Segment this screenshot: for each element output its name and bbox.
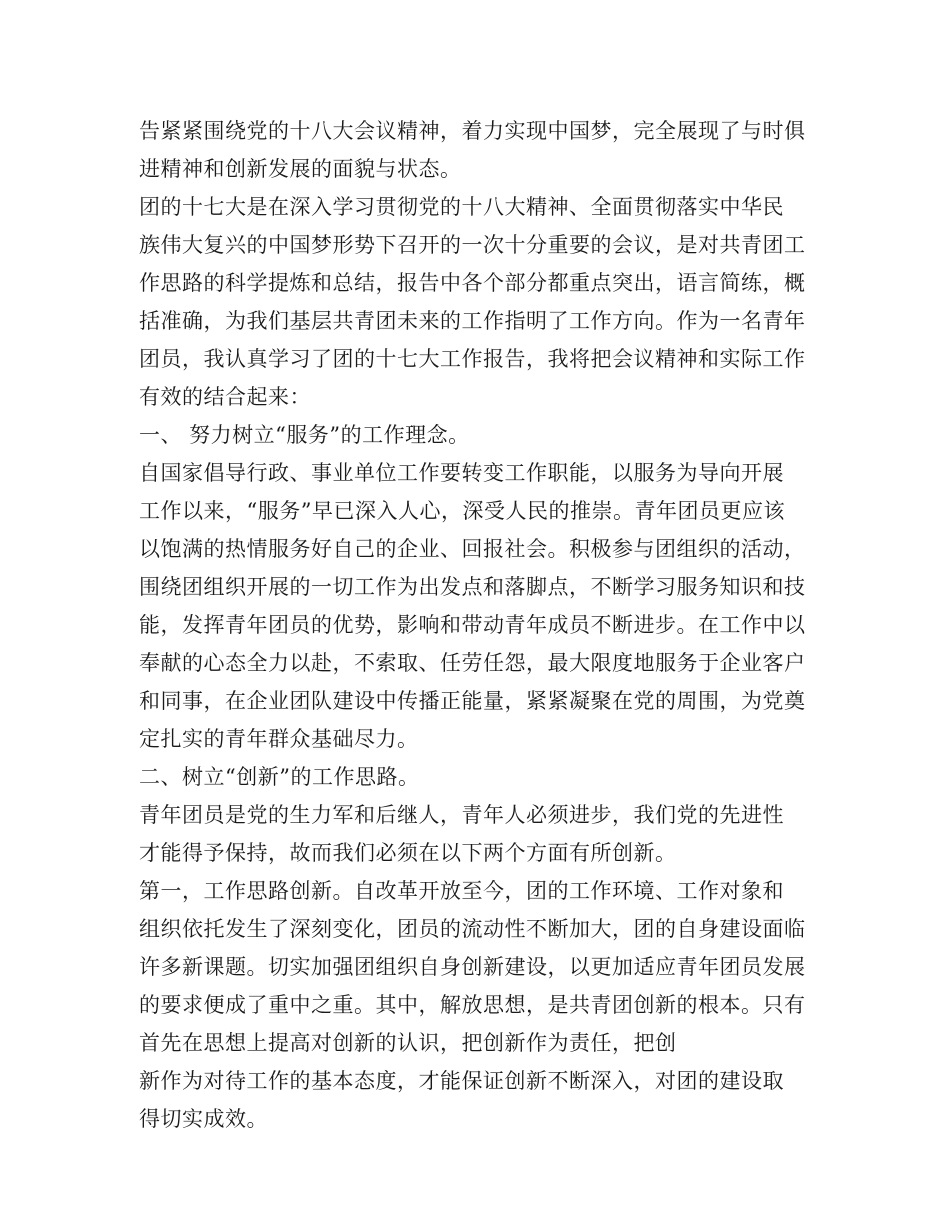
text-line: 围绕团组织开展的一切工作为出发点和落脚点，不断学习服务知识和技: [139, 575, 806, 599]
text-line: 奉献的心态全力以赴，不索取、任劳任怨，最大限度地服务于企业客户: [139, 651, 806, 675]
text-line: 进精神和创新发展的面貌与状态。: [139, 157, 462, 181]
document-body: [139, 112, 819, 1138]
text-line: 作思路的科学提炼和总结，报告中各个部分都重点突出，语言简练，概: [139, 271, 806, 295]
text-line: 的要求便成了重中之重。其中，解放思想，是共青团创新的根本。只有: [139, 993, 806, 1017]
text-line: 工作以来，“服务”早已深入人心，深受人民的推崇。青年团员更应该: [139, 499, 785, 523]
text-line: 告紧紧围绕党的十八大会议精神，着力实现中国梦，完全展现了与时俱: [139, 119, 806, 143]
text-line: 能，发挥青年团员的优势，影响和带动青年成员不断进步。在工作中以: [139, 613, 806, 637]
text-line: 第一，工作思路创新。自改革开放至今，团的工作环境、工作对象和: [139, 879, 784, 903]
text-line: 定扎实的青年群众基础尽力。: [139, 727, 419, 751]
text-line: 括准确，为我们基层共青团未来的工作指明了工作方向。作为一名青年: [139, 309, 806, 333]
text-line: 团员，我认真学习了团的十七大工作报告，我将把会议精神和实际工作: [139, 347, 806, 371]
text-line: 新作为对待工作的基本态度，才能保证创新不断深入，对团的建设取: [139, 1069, 784, 1093]
section-heading: 二、树立“创新”的工作思路。: [139, 765, 420, 789]
text-line: 族伟大复兴的中国梦形势下召开的一次十分重要的会议，是对共青团工: [139, 233, 806, 257]
text-line: 得切实成效。: [139, 1107, 268, 1131]
text-line: 自国家倡导行政、事业单位工作要转变工作职能，以服务为导向开展: [139, 461, 784, 485]
text-line: 许多新课题。切实加强团组织自身创新建设，以更加适应青年团员发展: [139, 955, 806, 979]
text-line: 青年团员是党的生力军和后继人，青年人必须进步，我们党的先进性: [139, 803, 784, 827]
text-line: 以饱满的热情服务好自己的企业、回报社会。积极参与团组织的活动，: [139, 537, 806, 561]
text-line: 组织依托发生了深刻变化，团员的流动性不断加大，团的自身建设面临: [139, 917, 806, 941]
text-line: 有效的结合起来：: [139, 385, 311, 409]
text-line: 团的十七大是在深入学习贯彻党的十八大精神、全面贯彻落实中华民: [139, 195, 784, 219]
section-heading: 一、 努力树立“服务”的工作理念。: [139, 423, 470, 447]
text-line: 才能得予保持，故而我们必须在以下两个方面有所创新。: [139, 841, 677, 865]
text-line: 首先在思想上提高对创新的认识，把创新作为责任，把创: [139, 1031, 677, 1055]
text-line: 和同事，在企业团队建设中传播正能量，紧紧凝聚在党的周围，为党奠: [139, 689, 806, 713]
